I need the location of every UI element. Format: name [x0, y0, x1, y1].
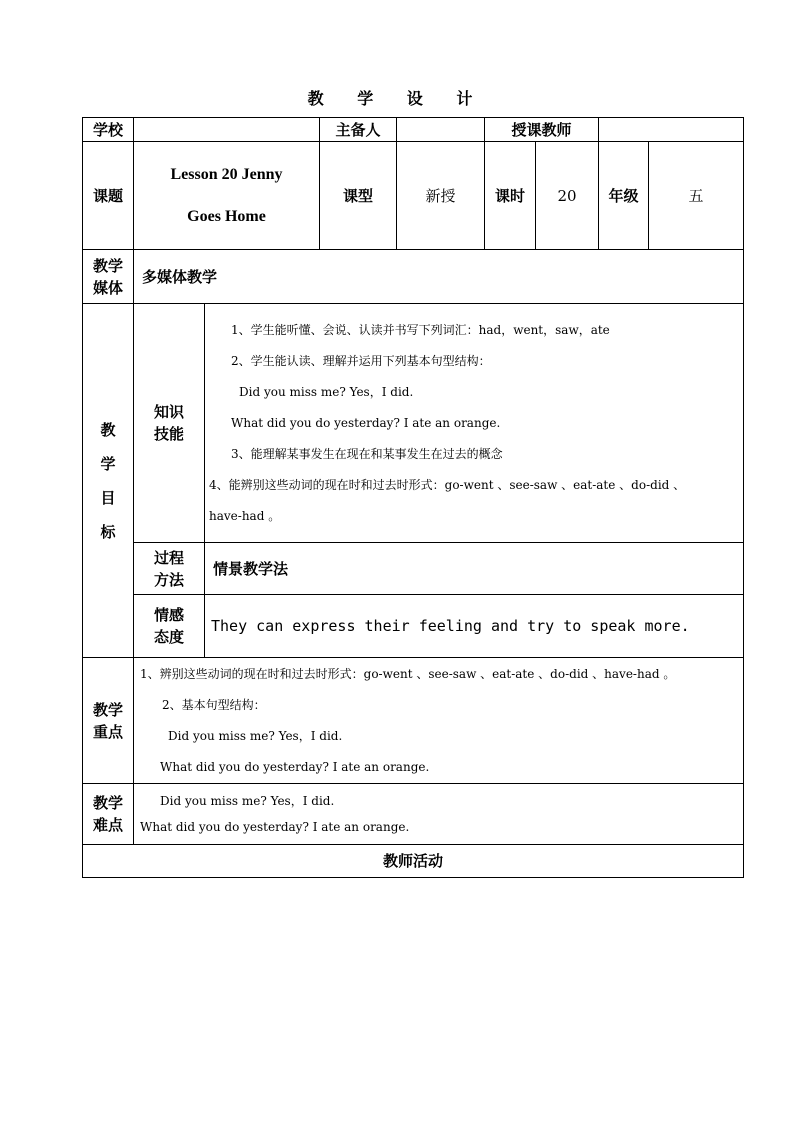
knowledge-label	[134, 304, 205, 543]
topic-line-1: Lesson 20 Jenny	[170, 165, 283, 183]
lesson-plan-table	[82, 117, 744, 878]
teacher-activity-heading: 教师活动	[83, 845, 744, 878]
key-points-row	[83, 658, 744, 784]
school-field[interactable]	[134, 118, 320, 142]
emotion-value: They can express their feeling and try to speak more.	[205, 595, 744, 658]
difficulties-label-line-1: 教学	[92, 794, 123, 812]
topic-label: 课题	[83, 142, 134, 250]
key-point-line: Did you miss me? Yes，I did.	[168, 728, 343, 743]
teacher-label: 授课教师	[485, 118, 599, 142]
goals-label-char-3: 目	[100, 488, 116, 507]
key-points-content	[134, 658, 744, 784]
preparer-field[interactable]	[397, 118, 485, 142]
teacher-field[interactable]	[599, 118, 744, 142]
difficulty-line: Did you miss me? Yes，I did.	[160, 794, 335, 808]
emotion-label-line-1: 情感	[153, 606, 184, 624]
goals-knowledge-row	[83, 304, 744, 543]
knowledge-line: 3、能理解某事发生在现在和某事发生在过去的概念	[231, 446, 503, 461]
key-points-label	[83, 658, 134, 784]
period-value: 20	[536, 142, 599, 250]
difficulties-row	[83, 784, 744, 845]
emotion-label-line-2: 态度	[153, 628, 184, 646]
type-label: 课型	[320, 142, 397, 250]
difficulties-content	[134, 784, 744, 845]
media-label	[83, 250, 134, 304]
grade-value: 五	[649, 142, 744, 250]
school-label: 学校	[83, 118, 134, 142]
goals-label-char-4: 标	[100, 522, 116, 541]
topic-value	[134, 142, 320, 250]
preparer-label: 主备人	[320, 118, 397, 142]
media-label-line-1: 教学	[92, 256, 123, 275]
knowledge-line: 2、学生能认读、理解并运用下列基本句型结构：	[231, 353, 491, 368]
type-value: 新授	[397, 142, 485, 250]
goals-label-char-1: 教	[100, 420, 116, 439]
key-point-line: 2、基本句型结构：	[162, 697, 266, 712]
goals-label	[83, 304, 134, 658]
media-value: 多媒体教学	[134, 250, 744, 304]
media-label-line-2: 媒体	[92, 278, 123, 297]
difficulties-label-line-2: 难点	[92, 816, 123, 834]
goals-emotion-row	[83, 595, 744, 658]
knowledge-label-line-1: 知识	[153, 403, 184, 421]
key-point-line: What did you do yesterday? I ate an orange.	[160, 759, 430, 774]
process-label-line-2: 方法	[153, 570, 184, 589]
topic-row	[83, 142, 744, 250]
process-value: 情景教学法	[205, 543, 744, 595]
goals-label-char-2: 学	[100, 454, 116, 473]
goals-process-row	[83, 543, 744, 595]
page-title: 教 学 设 计	[307, 89, 487, 108]
difficulties-label	[83, 784, 134, 845]
knowledge-label-line-2: 技能	[153, 425, 184, 443]
knowledge-line: have-had 。	[209, 508, 281, 523]
process-label-line-1: 过程	[153, 548, 184, 567]
period-label: 课时	[485, 142, 536, 250]
media-row	[83, 250, 744, 304]
knowledge-line: Did you miss me? Yes，I did.	[239, 384, 414, 399]
teacher-activity-row	[83, 845, 744, 878]
key-points-label-line-1: 教学	[92, 700, 123, 719]
difficulty-line: What did you do yesterday? I ate an orange.	[140, 820, 410, 834]
process-label	[134, 543, 205, 595]
key-points-label-line-2: 重点	[92, 722, 123, 741]
header-info-row	[83, 118, 744, 142]
grade-label: 年级	[599, 142, 649, 250]
topic-line-2: Goes Home	[187, 207, 266, 225]
knowledge-line: What did you do yesterday? I ate an orange.	[231, 415, 501, 430]
knowledge-line: 4、能辨别这些动词的现在时和过去时形式：go-went 、see-saw 、eat-ate 、do-did 、	[209, 477, 686, 492]
knowledge-line: 1、学生能听懂、会说、认读并书写下列词汇：had，went，saw，ate	[231, 322, 610, 337]
knowledge-content	[205, 304, 744, 543]
emotion-label	[134, 595, 205, 658]
key-point-line: 1、辨别这些动词的现在时和过去时形式：go-went 、see-saw 、eat-ate 、do-did 、have-had 。	[140, 666, 676, 681]
